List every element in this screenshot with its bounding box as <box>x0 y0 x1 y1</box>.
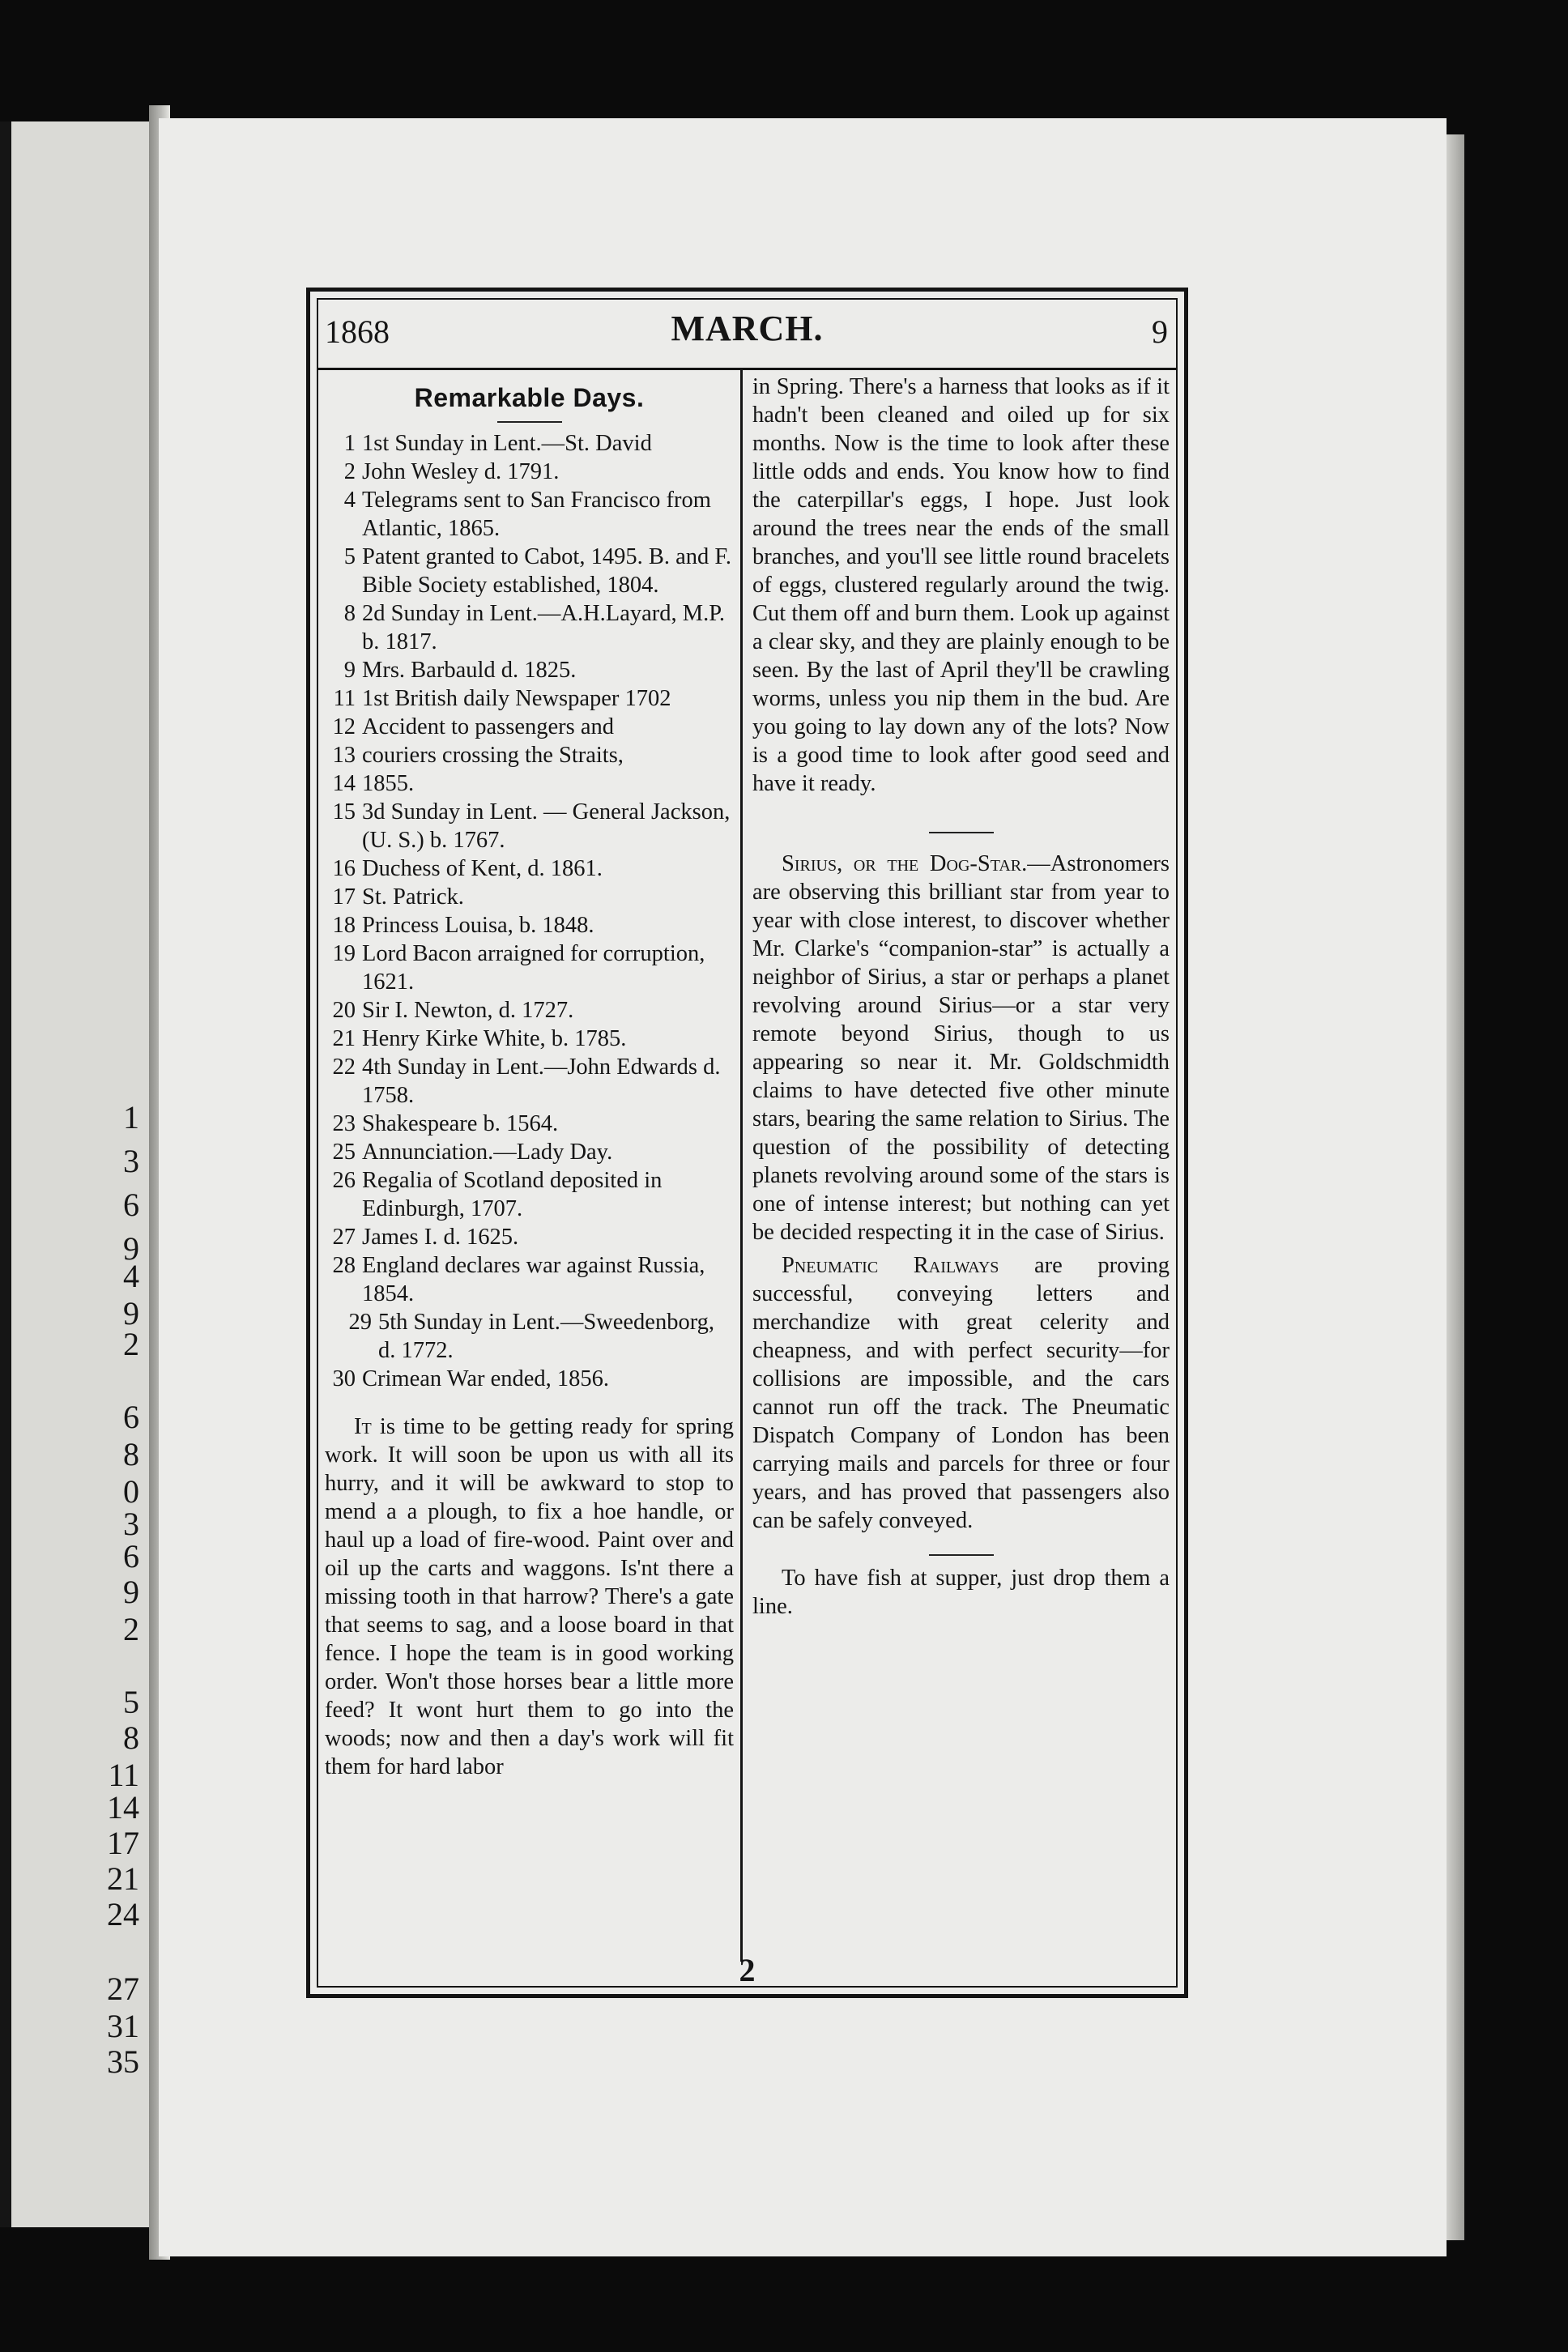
section-rule <box>929 832 994 833</box>
remarkable-day-entry <box>325 713 734 741</box>
day-number: 5 <box>343 544 356 569</box>
day-number: 28 <box>332 1253 356 1278</box>
remarkable-day-entry <box>325 854 734 883</box>
day-event: 5th Sunday in Lent.—Sweedenborg, d. 1772. <box>378 1310 715 1363</box>
day-number: 20 <box>332 998 356 1023</box>
day-event: Lord Bacon arraigned for corruption, 1621. <box>362 941 705 995</box>
margin-number: 31 <box>107 2008 139 2044</box>
remarkable-day-entry <box>325 1223 734 1251</box>
day-event: Sir I. Newton, d. 1727. <box>362 998 574 1023</box>
margin-number: 24 <box>107 1896 139 1932</box>
remarkable-day-entry <box>325 769 734 798</box>
remarkable-day-entry <box>325 741 734 769</box>
day-number: 17 <box>332 884 356 910</box>
day-event: Henry Kirke White, b. 1785. <box>362 1026 627 1051</box>
day-number: 16 <box>332 856 356 881</box>
day-event: James I. d. 1625. <box>362 1225 519 1250</box>
day-event: 2d Sunday in Lent.—A.H.Layard, M.P. b. 1817. <box>362 601 726 654</box>
fish-paragraph: To have fish at supper, just drop them a line. <box>752 1566 1170 1619</box>
pneumatic-lead: Pneumatic Railways <box>782 1253 999 1278</box>
day-event: John Wesley d. 1791. <box>362 459 560 484</box>
day-number: 29 <box>348 1310 372 1335</box>
margin-number: 6 <box>123 1538 139 1574</box>
day-event: couriers crossing the Straits, <box>362 743 624 768</box>
day-number: 19 <box>332 941 356 966</box>
remarkable-day-entry <box>325 684 734 713</box>
margin-number: 4 <box>123 1258 139 1294</box>
remarkable-day-entry <box>325 429 734 458</box>
margin-number: 5 <box>123 1684 139 1720</box>
remarkable-day-entry <box>325 543 734 599</box>
signature-mark: 2 <box>739 1952 756 1988</box>
facing-page <box>0 121 159 2227</box>
day-event: Mrs. Barbauld d. 1825. <box>362 658 577 683</box>
day-number: 18 <box>332 913 356 938</box>
page-header <box>322 308 1173 356</box>
remarkable-day-entry <box>325 599 734 656</box>
header-page-number: 9 <box>1152 313 1168 350</box>
margin-number: 17 <box>107 1825 139 1861</box>
margin-number: 8 <box>123 1719 139 1756</box>
margin-number: 27 <box>107 1971 139 2007</box>
margin-number: 3 <box>123 1143 139 1179</box>
day-number: 26 <box>332 1168 356 1193</box>
remarkable-day-entry <box>325 883 734 911</box>
day-number: 21 <box>332 1026 356 1051</box>
remarkable-day-entry <box>325 1251 734 1308</box>
margin-number: 0 <box>123 1473 139 1510</box>
margin-number: 9 <box>123 1295 139 1332</box>
day-number: 1 <box>343 431 356 456</box>
spring-work-paragraph <box>325 1412 734 1781</box>
day-event: St. Patrick. <box>362 884 464 910</box>
section-rule <box>497 421 562 423</box>
remarkable-days-list <box>325 429 734 1393</box>
day-number: 4 <box>343 488 356 513</box>
remarkable-day-entry <box>325 996 734 1025</box>
remarkable-days-title: Remarkable Days. <box>414 383 645 412</box>
day-number: 12 <box>332 714 356 739</box>
day-event: Patent granted to Cabot, 1495. B. and F. Bible Society established, 1804. <box>362 544 732 598</box>
day-number: 2 <box>343 459 356 484</box>
right-column <box>752 373 1170 1621</box>
day-number: 30 <box>332 1366 356 1391</box>
spring-work-text: is time to be getting ready for spring work. It will soon be upon us with all its hurry, and it will be awkward to stop to mend a a plough, to fix a hoe handle, or haul up a load of fire-wood. Paint over and oil up the carts and waggons. Is'nt there a missing tooth in that harrow? There's a gate that seems to sag, and a loose board in that fence. I hope the team is in good working order. Won't those horses bear a little more feed? It wont hurt them to go into the woods; now and then a day's work will fit them for hard labor <box>325 1414 734 1779</box>
day-event: Annunciation.—Lady Day. <box>362 1140 613 1165</box>
column-divider <box>740 370 743 1962</box>
day-event: Crimean War ended, 1856. <box>362 1366 610 1391</box>
remarkable-day-entry <box>325 1138 734 1166</box>
remarkable-day-entry <box>325 1053 734 1110</box>
margin-number: 14 <box>107 1789 139 1826</box>
margin-number: 2 <box>123 1326 139 1362</box>
spring-work-continued: in Spring. There's a harness that looks as if it hadn't been cleaned and oiled up for six months. Now is the time to look after these little odds and ends. You know how to find the caterpillar's eggs, I hope. Just look around the trees near the ends of the small branches, and you'll see little round bracelets of eggs, clustered regularly around the twig. Cut them off and burn them. Look up against a clear sky, and they are plainly enough to be seen. By the last of April they'll be crawling worms, unless you nip them in the bud. Are you going to lay down any of the lots? Now is a good time to look after good seed and have it ready. <box>752 374 1170 796</box>
margin-number: 9 <box>123 1230 139 1267</box>
day-event: Accident to passengers and <box>362 714 615 739</box>
header-year: 1868 <box>325 313 390 350</box>
section-rule <box>929 1554 994 1556</box>
sirius-lead: Sirius, or the Dog-Star. <box>782 851 1028 876</box>
margin-number: 21 <box>107 1860 139 1897</box>
day-event: 4th Sunday in Lent.—John Edwards d. 1758. <box>362 1055 721 1108</box>
day-number: 14 <box>332 771 356 796</box>
day-number: 13 <box>332 743 356 768</box>
day-event: 3d Sunday in Lent. — General Jackson, (U. S.) b. 1767. <box>362 799 731 853</box>
margin-number: 9 <box>123 1574 139 1610</box>
remarkable-day-entry <box>325 1166 734 1223</box>
day-number: 25 <box>332 1140 356 1165</box>
remarkable-day-entry <box>325 1365 734 1393</box>
header-month: MARCH. <box>671 309 824 348</box>
margin-number: 2 <box>123 1611 139 1647</box>
day-number: 15 <box>332 799 356 824</box>
margin-number: 6 <box>123 1399 139 1435</box>
day-event: 1st Sunday in Lent.—St. David <box>362 431 652 456</box>
remarkable-day-entry <box>325 1025 734 1053</box>
day-number: 9 <box>343 658 356 683</box>
day-event: Regalia of Scotland deposited in Edinburgh, 1707. <box>362 1168 663 1221</box>
day-event: Telegrams sent to San Francisco from Atlantic, 1865. <box>362 488 711 541</box>
pneumatic-text: are proving successful, conveying letters and merchandize with great celerity and cheapness, and with perfect security—for collisions are impossible, and the cars cannot run off the track. The Pneumatic Dispatch Company of London has been carrying mails and parcels for three or four years, and has proved that passengers also can be safely conveyed. <box>752 1253 1170 1533</box>
margin-number: 11 <box>108 1757 139 1793</box>
page-edge-shadow <box>1447 134 1464 2240</box>
day-number: 23 <box>332 1111 356 1136</box>
sirius-paragraph <box>752 850 1170 1246</box>
remarkable-day-entry <box>325 458 734 486</box>
margin-number: 1 <box>123 1099 139 1136</box>
day-event: 1855. <box>362 771 415 796</box>
remarkable-day-entry <box>325 798 734 854</box>
page-frame <box>306 288 1188 1998</box>
remarkable-day-entry <box>325 1110 734 1138</box>
day-number: 11 <box>333 686 356 711</box>
remarkable-day-entry <box>325 940 734 996</box>
margin-number: 3 <box>123 1506 139 1542</box>
day-event: England declares war against Russia, 1854. <box>362 1253 705 1306</box>
day-number: 8 <box>343 601 356 626</box>
day-event: Princess Louisa, b. 1848. <box>362 913 594 938</box>
day-event: Shakespeare b. 1564. <box>362 1111 559 1136</box>
remarkable-day-entry <box>325 656 734 684</box>
margin-number: 8 <box>123 1436 139 1472</box>
day-event: 1st British daily Newspaper 1702 <box>362 686 671 711</box>
remarkable-day-entry <box>325 1308 734 1365</box>
day-number: 22 <box>332 1055 356 1080</box>
margin-number: 35 <box>107 2043 139 2080</box>
left-column <box>325 373 734 1781</box>
left-page-edge <box>0 121 11 2227</box>
spring-work-lead: It <box>354 1414 372 1439</box>
header-rule <box>318 368 1176 370</box>
day-number: 27 <box>332 1225 356 1250</box>
remarkable-day-entry <box>325 486 734 543</box>
pneumatic-paragraph <box>752 1251 1170 1535</box>
day-event: Duchess of Kent, d. 1861. <box>362 856 603 881</box>
sirius-text: —Astronomers are observing this brilliant star from year to year with close interest, to discover whether Mr. Clarke's “companion-star” is actually a neighbor of Sirius, a star or perhaps a planet revolving around Sirius—or a star very remote beyond Sirius, though to us appearing so near it. Mr. Goldschmidth claims to have detected five other minute stars, bearing the same relation to Sirius. The question of the possibility of detecting planets revolving around some of the stars is one of intense interest; but nothing can yet be decided respecting it in the case of Sirius. <box>752 851 1170 1245</box>
remarkable-day-entry <box>325 911 734 940</box>
margin-number: 6 <box>123 1187 139 1223</box>
